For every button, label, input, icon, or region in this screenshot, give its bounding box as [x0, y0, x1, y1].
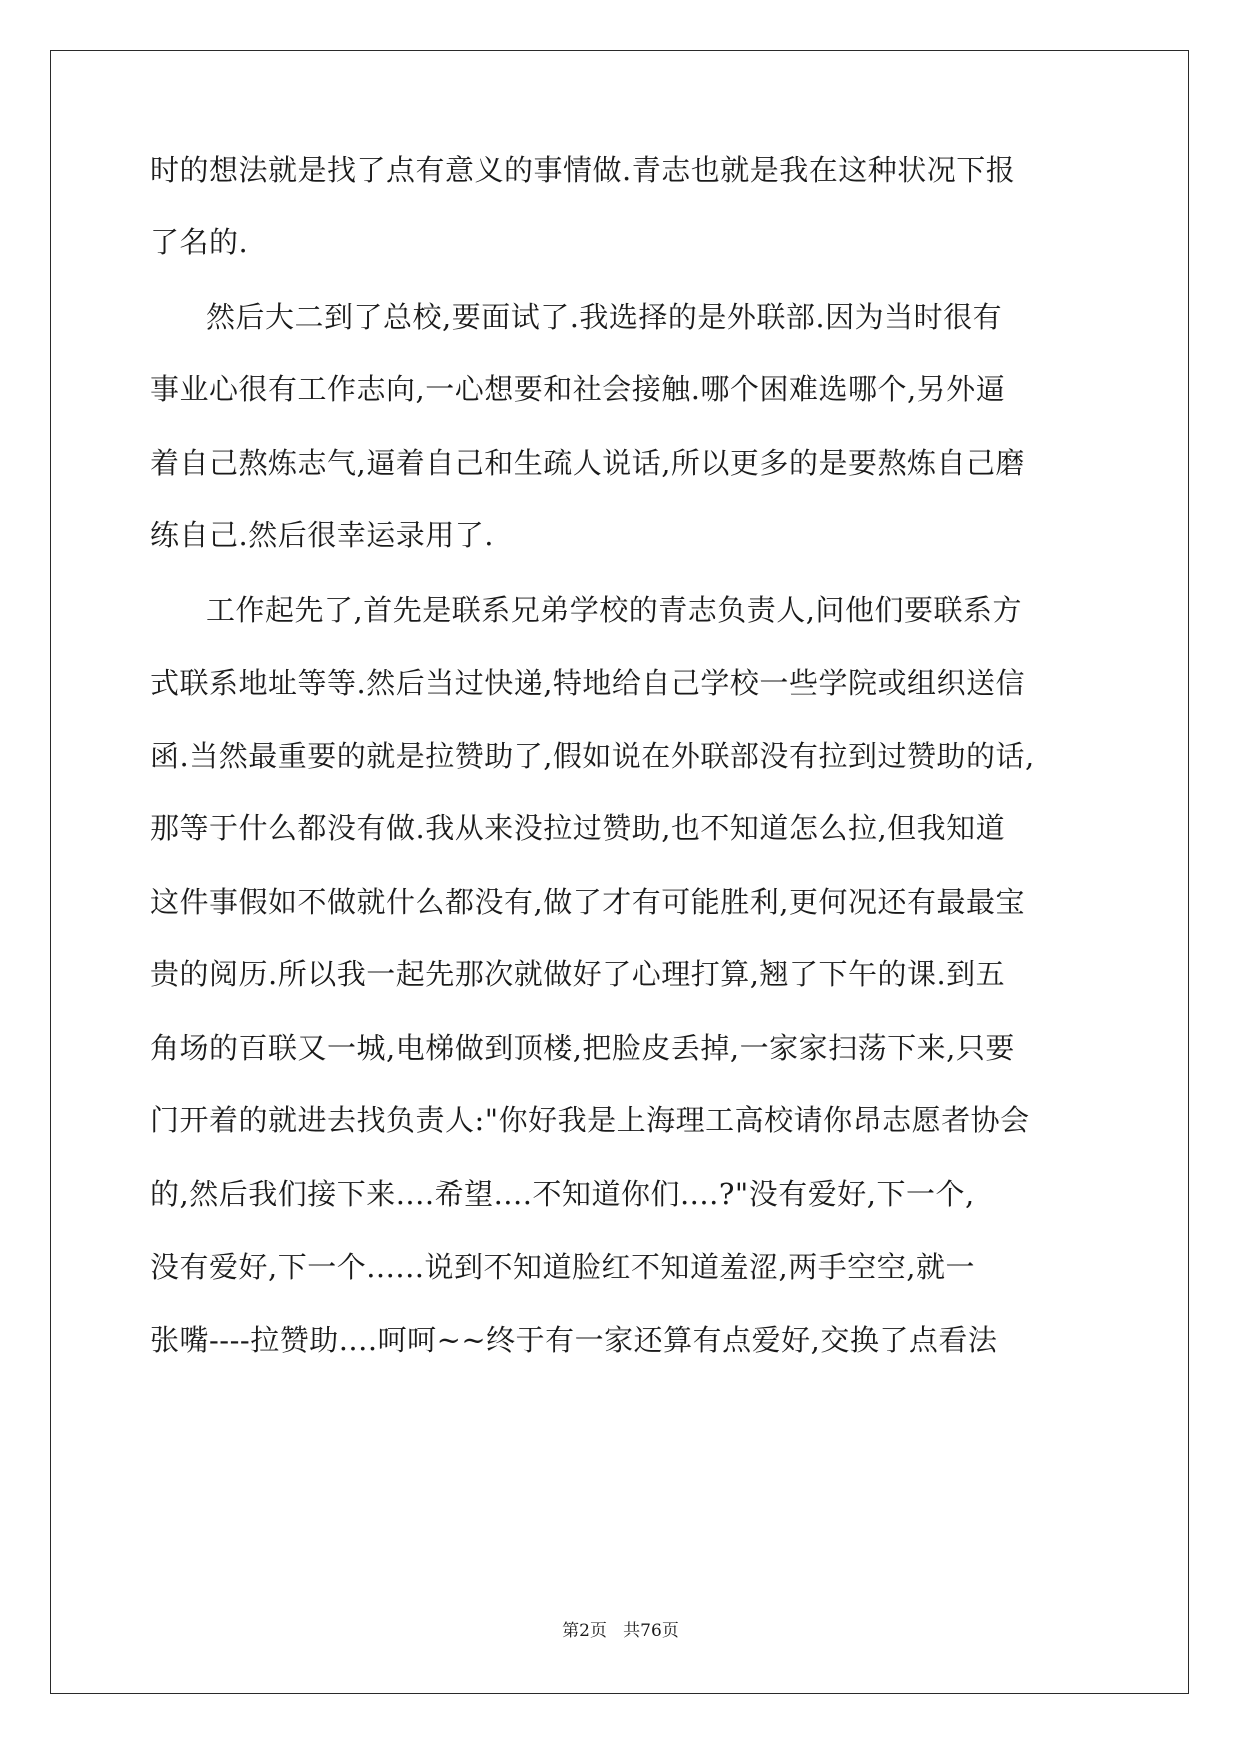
text-line: 了名的.	[150, 225, 249, 259]
text-line: 事业心很有工作志向,一心想要和社会接触.哪个困难选哪个,另外逼	[150, 372, 1006, 406]
text-line: 时的想法就是找了点有意义的事情做.青志也就是我在这种状况下报	[150, 153, 1016, 187]
text-line: 那等于什么都没有做.我从来没拉过赞助,也不知道怎么拉,但我知道	[150, 811, 1006, 845]
text-line: 张嘴----拉赞助....呵呵~~终于有一家还算有点爱好,交换了点看法	[150, 1323, 998, 1357]
paragraph-first-line: 然后大二到了总校,要面试了.我选择的是外联部.因为当时很有	[206, 300, 1003, 334]
text-line: 着自己熬炼志气,逼着自己和生疏人说话,所以更多的是要熬炼自己磨	[150, 446, 1025, 480]
page-number-footer: 第2页 共76页	[562, 1621, 679, 1641]
text-line: 门开着的就进去找负责人:"你好我是上海理工高校请你昂志愿者协会	[150, 1103, 1030, 1137]
text-line: 没有爱好,下一个......说到不知道脸红不知道羞涩,两手空空,就一	[150, 1250, 975, 1284]
text-line: 练自己.然后很幸运录用了.	[150, 518, 494, 552]
text-line: 贵的阅历.所以我一起先那次就做好了心理打算,翘了下午的课.到五	[150, 957, 1006, 991]
text-line: 这件事假如不做就什么都没有,做了才有可能胜利,更何况还有最最宝	[150, 885, 1025, 919]
text-line: 的,然后我们接下来....希望....不知道你们....?"没有爱好,下一个,	[150, 1177, 975, 1211]
text-line: 式联系地址等等.然后当过快递,特地给自己学校一些学院或组织送信	[150, 666, 1025, 700]
text-line: 函.当然最重要的就是拉赞助了,假如说在外联部没有拉到过赞助的话,	[150, 739, 1035, 773]
paragraph-first-line: 工作起先了,首先是联系兄弟学校的青志负责人,问他们要联系方	[206, 593, 1022, 627]
text-line: 角场的百联又一城,电梯做到顶楼,把脸皮丢掉,一家家扫荡下来,只要	[150, 1031, 1015, 1065]
